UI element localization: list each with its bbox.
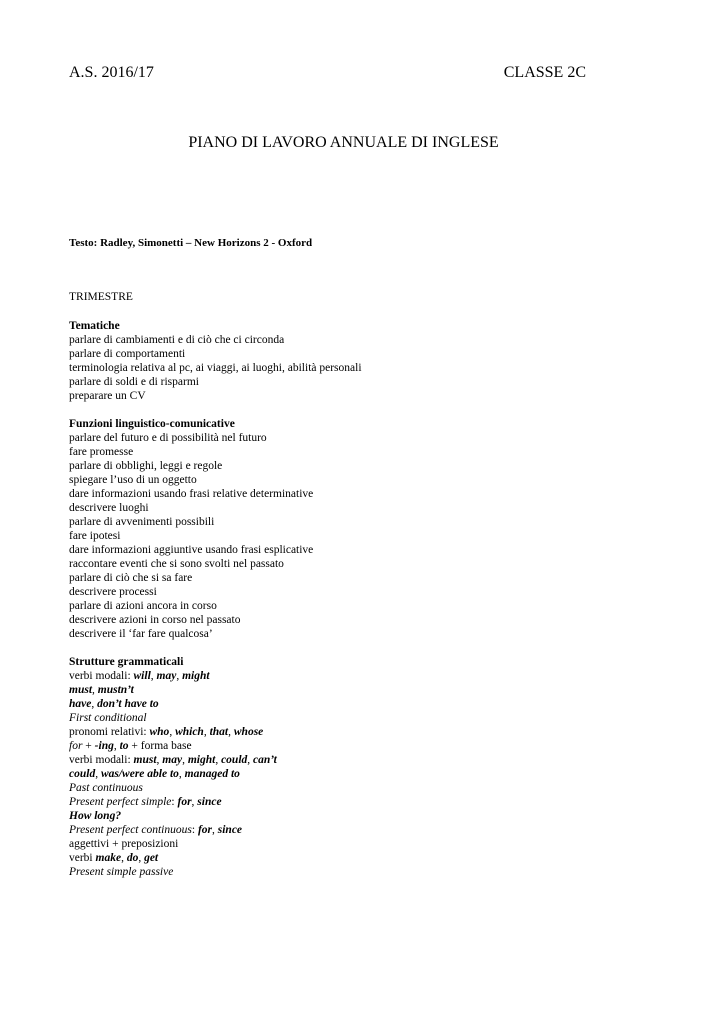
grammar-item: [69, 683, 277, 697]
grammar-fragment: ,: [178, 768, 185, 780]
grammar-fragment: ,: [150, 670, 157, 682]
grammar-item: [69, 823, 277, 837]
list-item: descrivere azioni in corso nel passato: [69, 614, 241, 626]
grammar-fragment: verbi modali:: [69, 670, 134, 682]
list-item: descrivere processi: [69, 586, 157, 598]
grammar-fragment: since: [217, 824, 243, 836]
grammar-section: [69, 655, 277, 879]
functions-section: [69, 417, 313, 641]
page-title-text: PIANO DI LAVORO ANNUALE DI INGLESE: [188, 134, 499, 151]
grammar-fragment: whose: [233, 726, 264, 738]
grammar-fragment: ,: [212, 824, 218, 836]
themes-heading: Tematiche: [69, 320, 120, 332]
list-item: parlare di ciò che si sa fare: [69, 572, 193, 584]
grammar-item: [69, 697, 277, 711]
grammar-item: [69, 753, 277, 767]
grammar-fragment: aggettivi + preposizioni: [69, 838, 179, 850]
school-year: A.S. 2016/17: [69, 64, 154, 81]
grammar-fragment: ,: [169, 726, 176, 738]
grammar-item: [69, 781, 277, 795]
grammar-fragment: ,: [215, 754, 222, 766]
grammar-fragment: verbi modali:: [69, 754, 134, 766]
grammar-item: [69, 795, 277, 809]
grammar-item: [69, 767, 277, 781]
grammar-fragment: ,: [121, 852, 127, 864]
grammar-fragment: who: [149, 726, 170, 738]
grammar-item: [69, 851, 277, 865]
grammar-fragment: for: [69, 740, 83, 752]
grammar-fragment: which: [175, 726, 204, 738]
grammar-item: [69, 809, 277, 823]
grammar-fragment: get: [144, 852, 159, 864]
grammar-fragment: ,: [182, 754, 188, 766]
list-item: preparare un CV: [69, 390, 146, 402]
grammar-fragment: ,: [247, 754, 254, 766]
themes-section: [69, 319, 362, 403]
grammar-item: [69, 865, 277, 879]
grammar-list: [69, 669, 277, 879]
list-item: dare informazioni usando frasi relative determinative: [69, 488, 314, 500]
grammar-item: [69, 711, 277, 725]
grammar-fragment: Present perfect simple: [69, 796, 172, 808]
list-item: dare informazioni aggiuntive usando frasi esplicative: [69, 544, 314, 556]
grammar-item: [69, 837, 277, 851]
grammar-fragment: will: [133, 670, 151, 682]
grammar-fragment: :: [191, 824, 198, 836]
grammar-fragment: may: [162, 754, 183, 766]
grammar-fragment: could: [69, 768, 96, 780]
list-item: fare ipotesi: [69, 530, 121, 542]
grammar-fragment: may: [156, 670, 177, 682]
grammar-fragment: can’t: [253, 754, 277, 766]
list-item: raccontare eventi che si sono svolti nel passato: [69, 558, 284, 570]
term-label: TRIMESTRE: [69, 291, 133, 303]
grammar-item: [69, 739, 277, 753]
grammar-item: [69, 725, 277, 739]
grammar-fragment: ,: [191, 796, 198, 808]
grammar-fragment: pronomi relativi:: [69, 726, 150, 738]
list-item: descrivere luoghi: [69, 502, 149, 514]
grammar-fragment: that: [209, 726, 229, 738]
list-item: terminologia relativa al pc, ai viaggi, ai luoghi, abilità personali: [69, 362, 362, 374]
grammar-fragment: ,: [203, 726, 210, 738]
grammar-item: [69, 669, 277, 683]
grammar-fragment: for: [177, 796, 192, 808]
grammar-fragment: + forma base: [128, 740, 192, 752]
grammar-fragment: don’t have to: [97, 698, 159, 710]
page-title: [0, 133, 725, 153]
functions-list: [69, 431, 313, 641]
grammar-fragment: Present perfect continuous: [69, 824, 192, 836]
grammar-fragment: Present simple passive: [69, 866, 174, 878]
grammar-fragment: have: [69, 698, 92, 710]
grammar-fragment: managed to: [184, 768, 240, 780]
grammar-fragment: must: [69, 684, 93, 696]
grammar-fragment: since: [197, 796, 222, 808]
list-item: descrivere il ‘far fare qualcosa’: [69, 628, 213, 640]
grammar-fragment: for: [197, 824, 212, 836]
grammar-fragment: How long?: [69, 810, 122, 822]
grammar-fragment: might: [182, 670, 210, 682]
grammar-fragment: make: [95, 852, 122, 864]
grammar-fragment: could: [221, 754, 248, 766]
grammar-fragment: to: [119, 740, 129, 752]
functions-heading: Funzioni linguistico-comunicative: [69, 418, 235, 430]
grammar-fragment: Past continuous: [69, 782, 143, 794]
grammar-fragment: :: [171, 796, 178, 808]
list-item: spiegare l’uso di un oggetto: [69, 474, 197, 486]
grammar-fragment: ,: [176, 670, 183, 682]
list-item: parlare di soldi e di risparmi: [69, 376, 199, 388]
textbook-line: Testo: Radley, Simonetti – New Horizons 2 - Oxford: [69, 237, 313, 249]
grammar-fragment: First conditional: [69, 712, 147, 724]
list-item: parlare di azioni ancora in corso: [69, 600, 217, 612]
grammar-fragment: ,: [91, 698, 98, 710]
list-item: parlare di cambiamenti e di ciò che ci circonda: [69, 334, 285, 346]
themes-list: [69, 333, 362, 403]
grammar-fragment: ,: [138, 852, 145, 864]
class-label: CLASSE 2C: [503, 64, 586, 81]
grammar-fragment: ,: [92, 684, 98, 696]
grammar-fragment: do: [126, 852, 139, 864]
list-item: parlare del futuro e di possibilità nel futuro: [69, 432, 267, 444]
grammar-fragment: must: [133, 754, 157, 766]
list-item: fare promesse: [69, 446, 134, 458]
grammar-heading: Strutture grammaticali: [69, 656, 184, 668]
grammar-fragment: ,: [228, 726, 234, 738]
grammar-fragment: verbi: [69, 852, 96, 864]
grammar-fragment: ,: [113, 740, 120, 752]
grammar-fragment: -ing: [94, 740, 114, 752]
list-item: parlare di obblighi, leggi e regole: [69, 460, 223, 472]
grammar-fragment: +: [82, 740, 95, 752]
list-item: parlare di comportamenti: [69, 348, 186, 360]
list-item: parlare di avvenimenti possibili: [69, 516, 215, 528]
grammar-fragment: mustn’t: [97, 684, 134, 696]
grammar-fragment: ,: [95, 768, 101, 780]
grammar-fragment: ,: [156, 754, 163, 766]
grammar-fragment: might: [187, 754, 216, 766]
grammar-fragment: was/were able to: [100, 768, 179, 780]
